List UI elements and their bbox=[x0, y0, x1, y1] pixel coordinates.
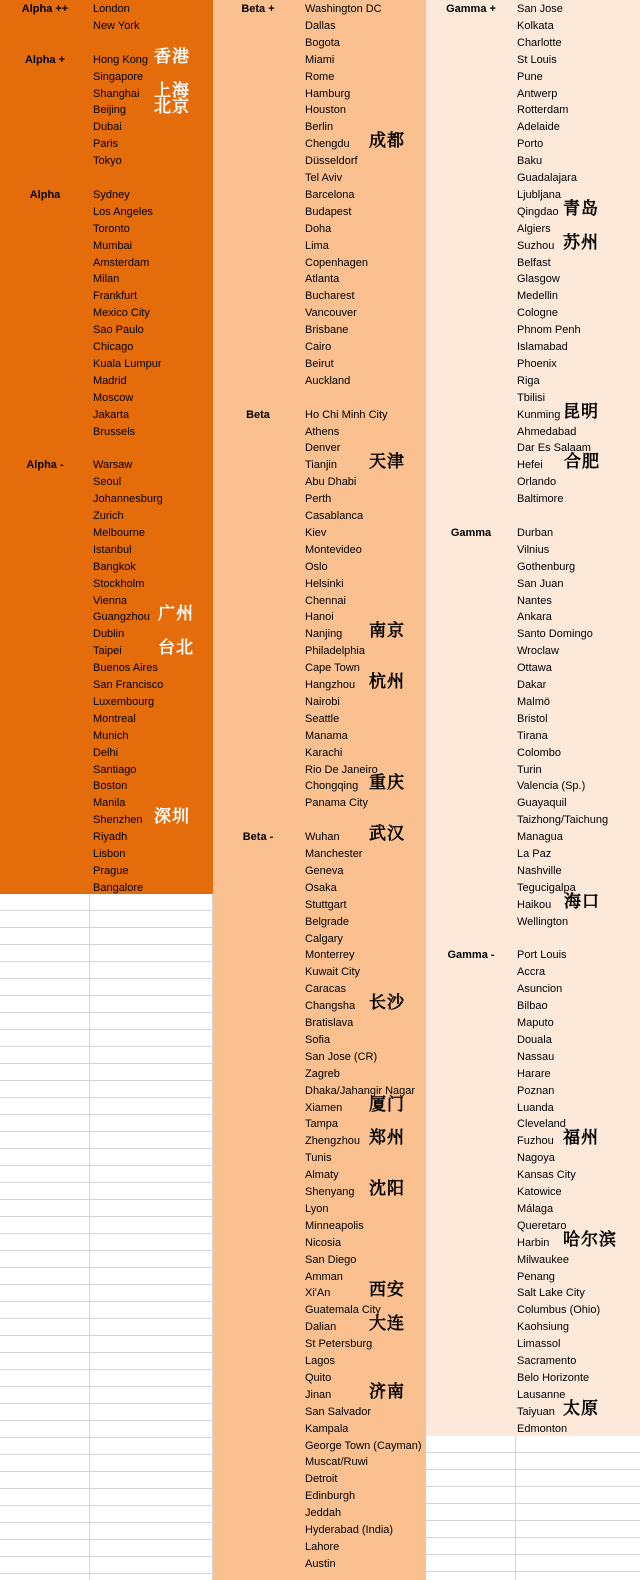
city-cell: Rome bbox=[305, 70, 335, 83]
city-cell: Port Louis bbox=[517, 949, 567, 962]
city-cell: Vienna bbox=[93, 594, 128, 607]
city-cell: Santiago bbox=[93, 763, 137, 776]
city-cell: San Diego bbox=[305, 1253, 357, 1266]
city-cell: Montevideo bbox=[305, 543, 362, 556]
city-cell: Toronto bbox=[93, 222, 130, 235]
city-cell: Turin bbox=[517, 763, 542, 776]
city-cell: Ahmedabad bbox=[517, 425, 577, 438]
city-cell: Xi'An bbox=[305, 1287, 331, 1300]
city-cell: Tokyo bbox=[93, 155, 122, 168]
city-cell: Managua bbox=[517, 831, 563, 844]
city-cell: Sao Paulo bbox=[93, 324, 144, 337]
city-cell: Düsseldorf bbox=[305, 155, 358, 168]
city-cell: Minneapolis bbox=[305, 1219, 364, 1232]
city-cell: Denver bbox=[305, 442, 341, 455]
city-cell: Frankfurt bbox=[93, 290, 138, 303]
city-cell: Taizhong/Taichung bbox=[517, 814, 609, 827]
city-cell: Zurich bbox=[93, 510, 124, 522]
city-cell: Nassau bbox=[517, 1050, 555, 1063]
empty-cell-grid bbox=[426, 1436, 640, 1580]
city-cell: Bristol bbox=[517, 712, 548, 725]
city-cell: Tunis bbox=[305, 1152, 332, 1165]
city-cell: Beirut bbox=[305, 357, 334, 370]
city-cell: Geneva bbox=[305, 864, 344, 877]
city-cell: Malmö bbox=[517, 695, 551, 708]
city-cell: Orlando bbox=[517, 476, 557, 489]
empty-cell-grid bbox=[0, 894, 213, 1580]
city-cell: Hangzhou bbox=[305, 679, 356, 691]
city-cell: Prague bbox=[93, 864, 129, 877]
city-cell: Tbilisi bbox=[517, 391, 546, 404]
city-cell: Queretaro bbox=[517, 1219, 567, 1232]
city-cell: Santo Domingo bbox=[517, 628, 593, 641]
city-cell: Chengdu bbox=[305, 138, 350, 151]
city-cell: Auckland bbox=[305, 374, 351, 387]
chinese-city-name: 苏州 bbox=[563, 232, 599, 252]
city-cell: San Jose (CR) bbox=[305, 1050, 378, 1063]
city-cell: Kansas City bbox=[517, 1169, 576, 1182]
city-cell: Stockholm bbox=[93, 577, 145, 590]
city-cell: Limassol bbox=[517, 1338, 561, 1351]
city-cell: Zhengzhou bbox=[305, 1135, 361, 1148]
city-cell: Los Angeles bbox=[93, 205, 153, 218]
city-cell: Miami bbox=[305, 53, 335, 66]
city-cell: Harare bbox=[517, 1067, 551, 1080]
tier-label: Alpha ++ bbox=[21, 3, 69, 15]
city-cell: Shenyang bbox=[305, 1186, 355, 1198]
city-cell: Boston bbox=[93, 780, 128, 793]
city-cell: Vancouver bbox=[305, 307, 357, 320]
chinese-city-name: 厦门 bbox=[369, 1094, 405, 1114]
city-cell: Lausanne bbox=[517, 1388, 566, 1401]
city-cell: Baku bbox=[517, 155, 543, 168]
city-cell: Belgrade bbox=[305, 915, 350, 928]
city-cell: Phnom Penh bbox=[517, 324, 581, 337]
city-cell: Singapore bbox=[93, 70, 144, 83]
city-cell: Copenhagen bbox=[305, 256, 369, 269]
city-cell: Hyderabad (India) bbox=[305, 1524, 394, 1536]
city-cell: Ho Chi Minh City bbox=[305, 408, 388, 421]
city-cell: Manila bbox=[93, 797, 126, 810]
city-cell: Guatemala City bbox=[305, 1304, 381, 1317]
city-cell: Kiev bbox=[305, 526, 327, 539]
city-cell: Taiyuan bbox=[517, 1405, 555, 1418]
city-cell: Columbus (Ohio) bbox=[517, 1304, 601, 1317]
city-cell: Oslo bbox=[305, 560, 328, 573]
city-cell: Katowice bbox=[517, 1186, 562, 1198]
city-cell: Hanoi bbox=[305, 611, 334, 624]
city-cell: Islamabad bbox=[517, 341, 568, 353]
city-cell: Munich bbox=[93, 729, 129, 742]
city-cell: Guayaquil bbox=[517, 797, 567, 810]
city-cell: Xiamen bbox=[305, 1101, 343, 1114]
city-cell: Gothenburg bbox=[517, 560, 576, 573]
chinese-city-name: 福州 bbox=[563, 1128, 599, 1148]
city-cell: Edinburgh bbox=[305, 1490, 356, 1503]
city-cell: Lisbon bbox=[93, 848, 126, 860]
city-cell: Dhaka/Jahangir Nagar bbox=[305, 1084, 416, 1097]
city-cell: Dakar bbox=[517, 679, 547, 691]
city-cell: Wroclaw bbox=[517, 645, 559, 658]
city-cell: Riga bbox=[517, 374, 540, 387]
chinese-city-name: 北京 bbox=[154, 97, 190, 117]
city-cell: Istanbul bbox=[93, 543, 132, 556]
city-cell: Ljubljana bbox=[517, 188, 562, 201]
city-cell: Brussels bbox=[93, 425, 136, 438]
city-cell: Lima bbox=[305, 239, 329, 252]
city-cell: Belfast bbox=[517, 256, 551, 269]
city-cell: Rotterdam bbox=[517, 104, 569, 117]
chinese-city-name: 重庆 bbox=[369, 773, 405, 793]
city-cell: La Paz bbox=[517, 848, 552, 860]
city-cell: Casablanca bbox=[305, 510, 364, 522]
city-cell: Luanda bbox=[517, 1101, 554, 1114]
city-cell: Abu Dhabi bbox=[305, 476, 357, 489]
city-cell: Bangkok bbox=[93, 560, 136, 573]
city-cell: Dubai bbox=[93, 121, 122, 134]
city-cell: Lyon bbox=[305, 1202, 329, 1215]
city-cell: Málaga bbox=[517, 1202, 554, 1215]
city-cell: Nanjing bbox=[305, 628, 343, 641]
city-cell: Douala bbox=[517, 1033, 552, 1046]
city-cell: Poznan bbox=[517, 1084, 555, 1097]
city-cell: Panama City bbox=[305, 797, 368, 810]
city-cell: Jinan bbox=[305, 1388, 332, 1401]
city-cell: Calgary bbox=[305, 932, 343, 945]
chinese-city-name: 武汉 bbox=[369, 824, 405, 844]
city-cell: St Petersburg bbox=[305, 1338, 373, 1351]
city-cell: Bilbao bbox=[517, 1000, 548, 1013]
city-cell: Algiers bbox=[517, 222, 551, 235]
city-cell: Nashville bbox=[517, 864, 562, 877]
chinese-city-name: 昆明 bbox=[563, 401, 599, 421]
city-cell: Chennai bbox=[305, 594, 346, 607]
city-cell: Melbourne bbox=[93, 526, 145, 539]
chinese-city-name: 广州 bbox=[158, 604, 194, 624]
city-cell: Atlanta bbox=[305, 273, 340, 286]
city-cell: Kuwait City bbox=[305, 966, 361, 979]
city-cell: Durban bbox=[517, 526, 554, 539]
city-cell: Warsaw bbox=[93, 459, 133, 472]
city-cell: Guadalajara bbox=[517, 172, 577, 184]
city-cell: Glasgow bbox=[517, 273, 560, 286]
city-cell: Athens bbox=[305, 425, 340, 438]
city-cell: Kunming bbox=[517, 408, 561, 421]
city-cell: Brisbane bbox=[305, 324, 349, 337]
city-cell: Dublin bbox=[93, 628, 125, 641]
chinese-city-name: 沈阳 bbox=[369, 1179, 405, 1198]
city-cell: Karachi bbox=[305, 746, 343, 759]
city-cell: Mexico City bbox=[93, 307, 150, 320]
city-cell: San Juan bbox=[517, 577, 564, 590]
city-cell: Guangzhou bbox=[93, 611, 150, 624]
city-cell: Stuttgart bbox=[305, 898, 347, 911]
tier-label: Alpha + bbox=[24, 53, 66, 66]
city-cell: Haikou bbox=[517, 898, 552, 911]
chinese-city-name: 天津 bbox=[369, 452, 405, 472]
city-cell: Kolkata bbox=[517, 19, 554, 32]
city-cell: Tel Aviv bbox=[305, 172, 343, 184]
city-cell: Ottawa bbox=[517, 662, 552, 675]
city-cell: Doha bbox=[305, 222, 332, 235]
city-cell: New York bbox=[93, 19, 140, 32]
city-cell: Johannesburg bbox=[93, 493, 163, 506]
city-cell: Nantes bbox=[517, 594, 552, 607]
city-cell: Baltimore bbox=[517, 493, 564, 506]
tier-label: Gamma - bbox=[447, 949, 495, 962]
city-cell: Bucharest bbox=[305, 290, 355, 303]
city-cell: Valencia (Sp.) bbox=[517, 780, 586, 793]
city-cell: Shanghai bbox=[93, 87, 140, 100]
city-cell: Amman bbox=[305, 1270, 343, 1283]
tier-label: Beta - bbox=[242, 831, 274, 844]
city-cell: Accra bbox=[517, 966, 546, 979]
city-cell: Tampa bbox=[305, 1118, 339, 1131]
city-cell: Harbin bbox=[517, 1236, 550, 1249]
city-cell: Salt Lake City bbox=[517, 1287, 585, 1300]
tier-label: Beta bbox=[246, 408, 270, 421]
city-cell: Dalian bbox=[305, 1321, 337, 1334]
city-cell: Edmonton bbox=[517, 1422, 568, 1435]
city-cell: Madrid bbox=[93, 374, 127, 387]
city-cell: Muscat/Ruwi bbox=[305, 1456, 368, 1469]
city-cell: Dar Es Salaam bbox=[517, 442, 591, 455]
tier-label: Beta + bbox=[241, 3, 275, 15]
city-cell: Sacramento bbox=[517, 1355, 577, 1367]
chinese-city-name: 长沙 bbox=[369, 993, 405, 1013]
city-cell: Maputo bbox=[517, 1017, 554, 1029]
city-cell: Ankara bbox=[517, 611, 552, 624]
city-cell: Berlin bbox=[305, 121, 334, 134]
chinese-city-name: 大连 bbox=[369, 1314, 405, 1334]
city-cell: Porto bbox=[517, 138, 544, 151]
city-cell: Nairobi bbox=[305, 695, 340, 708]
city-cell: Nicosia bbox=[305, 1236, 342, 1249]
city-cell: Moscow bbox=[93, 391, 134, 404]
city-cell: Cleveland bbox=[517, 1118, 566, 1131]
city-cell: Adelaide bbox=[517, 121, 560, 134]
city-cell: Sofia bbox=[305, 1033, 331, 1046]
city-cell: Helsinki bbox=[305, 577, 344, 590]
tier-label: Alpha - bbox=[26, 459, 64, 472]
city-cell: Hong Kong bbox=[93, 53, 149, 66]
city-cell: Chicago bbox=[93, 341, 134, 353]
city-cell: Bogota bbox=[305, 36, 340, 49]
city-cell: Nagoya bbox=[517, 1152, 555, 1165]
city-cell: George Town (Cayman) bbox=[305, 1439, 422, 1452]
city-cell: Cape Town bbox=[305, 662, 360, 675]
city-cell: Mumbai bbox=[93, 239, 133, 252]
city-cell: Qingdao bbox=[517, 205, 559, 218]
city-cell: Kaohsiung bbox=[517, 1321, 569, 1334]
city-cell: Kuala Lumpur bbox=[93, 357, 162, 370]
chinese-city-name: 杭州 bbox=[369, 672, 405, 691]
city-cell: Cologne bbox=[517, 307, 558, 320]
city-cell: Milwaukee bbox=[517, 1253, 569, 1266]
chinese-city-name: 西安 bbox=[369, 1280, 405, 1300]
city-cell: Washington DC bbox=[305, 3, 382, 15]
city-cell: Paris bbox=[93, 138, 119, 151]
city-cell: London bbox=[93, 3, 130, 15]
city-cell: Austin bbox=[305, 1557, 336, 1570]
city-cell: Jakarta bbox=[93, 408, 130, 421]
city-cell: Asuncion bbox=[517, 983, 563, 996]
chinese-city-name: 台北 bbox=[158, 638, 194, 658]
city-cell: Tianjin bbox=[305, 459, 337, 472]
city-cell: Cairo bbox=[305, 341, 332, 353]
city-cell: San Jose bbox=[517, 3, 563, 15]
city-cell: Almaty bbox=[305, 1169, 339, 1182]
city-cell: Phoenix bbox=[517, 357, 557, 370]
city-cell: Riyadh bbox=[93, 831, 128, 844]
city-cell: Belo Horizonte bbox=[517, 1371, 590, 1384]
city-cell: Charlotte bbox=[517, 36, 562, 49]
city-cell: Caracas bbox=[305, 983, 346, 996]
city-cell: Beijing bbox=[93, 104, 127, 117]
city-cell: Changsha bbox=[305, 1000, 356, 1013]
city-cell: Wellington bbox=[517, 915, 569, 928]
city-cell: Pune bbox=[517, 70, 543, 83]
city-cell: San Francisco bbox=[93, 679, 164, 691]
city-cell: Colombo bbox=[517, 746, 562, 759]
chinese-city-name: 成都 bbox=[369, 131, 405, 151]
city-cell: Tegucigalpa bbox=[517, 881, 576, 894]
city-cell: Osaka bbox=[305, 881, 337, 894]
city-cell: Jeddah bbox=[305, 1507, 342, 1520]
chinese-city-name: 郑州 bbox=[369, 1128, 405, 1148]
city-cell: Hamburg bbox=[305, 87, 351, 100]
city-cell: Milan bbox=[93, 273, 120, 286]
city-cell: Taipei bbox=[93, 645, 122, 658]
city-cell: Zagreb bbox=[305, 1067, 340, 1080]
city-cell: Penang bbox=[517, 1270, 555, 1283]
city-cell: St Louis bbox=[517, 53, 557, 66]
city-cell: Sydney bbox=[93, 188, 130, 201]
city-cell: Manama bbox=[305, 729, 348, 742]
city-cell: Perth bbox=[305, 493, 332, 506]
chinese-city-name: 合肥 bbox=[564, 452, 600, 472]
city-cell: Bratislava bbox=[305, 1017, 354, 1029]
city-cell: Luxembourg bbox=[93, 695, 155, 708]
tier-label: Gamma bbox=[450, 526, 492, 539]
chinese-city-name: 海口 bbox=[564, 891, 600, 911]
chinese-city-name: 济南 bbox=[369, 1381, 405, 1401]
chinese-city-name: 哈尔滨 bbox=[563, 1229, 617, 1249]
city-cell: Tirana bbox=[517, 729, 548, 742]
city-cell: Fuzhou bbox=[517, 1135, 554, 1148]
city-cell: Seoul bbox=[93, 476, 122, 489]
city-cell: Amsterdam bbox=[93, 256, 150, 269]
city-cell: Dallas bbox=[305, 19, 336, 32]
chinese-city-name: 香港 bbox=[154, 46, 190, 66]
chinese-city-name: 上海 bbox=[154, 80, 190, 100]
chinese-city-name: 太原 bbox=[563, 1398, 599, 1418]
tier-label: Gamma + bbox=[446, 3, 496, 15]
city-cell: Hefei bbox=[517, 459, 543, 472]
city-cell: Lagos bbox=[305, 1355, 335, 1367]
city-cell: Wuhan bbox=[305, 831, 340, 844]
chinese-city-name: 青岛 bbox=[563, 198, 599, 218]
city-cell: Bangalore bbox=[93, 881, 144, 894]
city-cell: Lahore bbox=[305, 1540, 340, 1553]
city-cell: Quito bbox=[305, 1371, 332, 1384]
city-cell: Kampala bbox=[305, 1422, 349, 1435]
city-cell: Buenos Aires bbox=[93, 662, 158, 675]
city-cell: Shenzhen bbox=[93, 814, 143, 827]
tier-label: Alpha bbox=[29, 188, 61, 201]
city-cell: Budapest bbox=[305, 205, 352, 218]
city-cell: Rio De Janeiro bbox=[305, 763, 378, 776]
city-cell: Antwerp bbox=[517, 87, 558, 100]
chinese-city-name: 南京 bbox=[369, 621, 405, 641]
city-cell: Medellin bbox=[517, 290, 558, 303]
city-cell: Suzhou bbox=[517, 239, 555, 252]
city-cell: Detroit bbox=[305, 1473, 338, 1486]
city-cell: Vilnius bbox=[517, 543, 550, 556]
city-cell: Monterrey bbox=[305, 949, 355, 962]
city-cell: Seattle bbox=[305, 712, 340, 725]
city-cell: San Salvador bbox=[305, 1405, 372, 1418]
city-cell: Houston bbox=[305, 104, 346, 117]
city-cell: Chongqing bbox=[305, 780, 359, 793]
city-cell: Barcelona bbox=[305, 188, 355, 201]
chinese-city-name: 深圳 bbox=[154, 807, 190, 827]
city-cell: Delhi bbox=[93, 746, 119, 759]
city-cell: Philadelphia bbox=[305, 645, 365, 658]
city-cell: Montreal bbox=[93, 712, 136, 725]
city-cell: Manchester bbox=[305, 848, 363, 860]
